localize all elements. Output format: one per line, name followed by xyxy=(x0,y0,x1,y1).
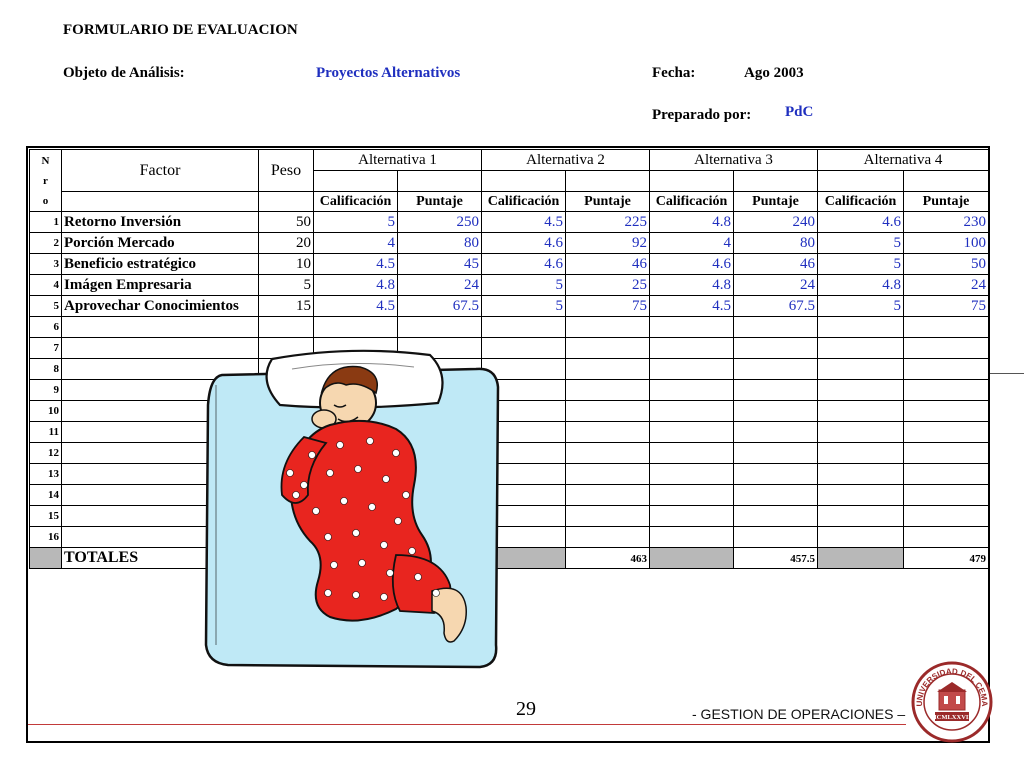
table-row xyxy=(30,485,989,506)
alt1-calificacion-header: Calificación xyxy=(314,192,398,212)
preparado-label: Preparado por: xyxy=(652,107,752,123)
calificacion-cell xyxy=(818,527,904,548)
calificacion-cell: 5 xyxy=(818,296,904,317)
row-number-cell: 11 xyxy=(30,422,62,443)
puntaje-cell: 24 xyxy=(398,275,482,296)
puntaje-cell: 46 xyxy=(734,254,818,275)
puntaje-cell xyxy=(566,506,650,527)
row-number-cell: 1 xyxy=(30,212,62,233)
row-number-cell: 10 xyxy=(30,401,62,422)
table-row xyxy=(30,296,989,317)
puntaje-cell xyxy=(566,338,650,359)
row-number-cell: 2 xyxy=(30,233,62,254)
seal-building xyxy=(939,690,965,710)
seal-window-right xyxy=(956,696,960,704)
calificacion-cell xyxy=(818,422,904,443)
peso-cell xyxy=(259,317,314,338)
puntaje-cell: 80 xyxy=(398,233,482,254)
calificacion-cell: 4.6 xyxy=(650,254,734,275)
calificacion-cell: 5 xyxy=(818,233,904,254)
factor-cell: Beneficio estratégico xyxy=(62,254,259,275)
calificacion-cell xyxy=(818,317,904,338)
puntaje-cell xyxy=(566,464,650,485)
calificacion-cell xyxy=(314,317,398,338)
table-row xyxy=(30,422,989,443)
alt1-header-space xyxy=(314,171,398,192)
page-number: 29 xyxy=(516,698,536,720)
table-row xyxy=(30,212,989,233)
calificacion-cell: 5 xyxy=(482,296,566,317)
calificacion-cell xyxy=(650,485,734,506)
puntaje-cell: 75 xyxy=(566,296,650,317)
puntaje-cell xyxy=(904,443,989,464)
table-row xyxy=(30,254,989,275)
totals-row xyxy=(30,548,989,569)
calificacion-cell xyxy=(650,317,734,338)
seal-window-left xyxy=(944,696,948,704)
footer-rule xyxy=(28,724,906,725)
totals-gray-cell xyxy=(818,548,904,569)
calificacion-cell: 4.6 xyxy=(818,212,904,233)
puntaje-cell: 25 xyxy=(566,275,650,296)
puntaje-cell: 67.5 xyxy=(398,296,482,317)
calificacion-cell: 4.8 xyxy=(314,275,398,296)
puntaje-cell xyxy=(904,527,989,548)
puntaje-cell: 24 xyxy=(734,275,818,296)
alt2-calificacion-header: Calificación xyxy=(482,192,566,212)
peso-cell: 15 xyxy=(259,296,314,317)
puntaje-cell: 75 xyxy=(904,296,989,317)
total-puntaje-cell: 457.5 xyxy=(734,548,818,569)
puntaje-cell xyxy=(734,401,818,422)
table-row xyxy=(30,338,989,359)
calificacion-cell xyxy=(818,443,904,464)
calificacion-cell: 4 xyxy=(314,233,398,254)
alt3-calificacion-header: Calificación xyxy=(650,192,734,212)
alt3-puntaje-header: Puntaje xyxy=(734,192,818,212)
totals-gray-cell xyxy=(30,548,62,569)
calificacion-cell xyxy=(818,338,904,359)
calificacion-cell: 4.5 xyxy=(314,296,398,317)
calificacion-cell xyxy=(650,506,734,527)
alt4-header: Alternativa 4 xyxy=(818,150,989,171)
puntaje-cell xyxy=(734,422,818,443)
nro-header-r: r xyxy=(43,174,48,187)
puntaje-cell: 250 xyxy=(398,212,482,233)
calificacion-cell xyxy=(482,317,566,338)
objeto-value: Proyectos Alternativos xyxy=(316,65,461,81)
puntaje-cell xyxy=(566,485,650,506)
university-seal-logo xyxy=(910,660,994,744)
table-row xyxy=(30,401,989,422)
puntaje-cell: 240 xyxy=(734,212,818,233)
calificacion-cell xyxy=(818,506,904,527)
totals-gray-cell xyxy=(650,548,734,569)
margin-rule xyxy=(990,373,1024,374)
puntaje-cell xyxy=(734,506,818,527)
row-number-cell: 16 xyxy=(30,527,62,548)
alt4-header-space2 xyxy=(904,171,989,192)
alt1-header: Alternativa 1 xyxy=(314,150,482,171)
row-number-cell: 7 xyxy=(30,338,62,359)
calificacion-cell: 5 xyxy=(482,275,566,296)
calificacion-cell: 4.8 xyxy=(818,275,904,296)
table-row xyxy=(30,275,989,296)
evaluation-table xyxy=(29,149,989,569)
calificacion-cell xyxy=(650,401,734,422)
puntaje-cell xyxy=(904,464,989,485)
puntaje-cell xyxy=(734,338,818,359)
calificacion-cell xyxy=(818,485,904,506)
factor-cell xyxy=(62,317,259,338)
puntaje-cell xyxy=(904,380,989,401)
puntaje-cell xyxy=(904,506,989,527)
nro-header-o: o xyxy=(42,194,49,207)
sleeping-person-illustration xyxy=(200,345,500,675)
nro-header-n: N xyxy=(41,154,50,167)
alt2-header-space xyxy=(482,171,566,192)
puntaje-cell xyxy=(566,380,650,401)
puntaje-cell xyxy=(904,401,989,422)
factor-cell: Porción Mercado xyxy=(62,233,259,254)
calificacion-cell: 5 xyxy=(818,254,904,275)
puntaje-cell xyxy=(566,317,650,338)
footer-course-title: - GESTION DE OPERACIONES – xyxy=(692,706,906,722)
puntaje-cell xyxy=(734,485,818,506)
puntaje-cell xyxy=(566,443,650,464)
calificacion-cell: 4.8 xyxy=(650,275,734,296)
table-row xyxy=(30,527,989,548)
calificacion-cell: 4.5 xyxy=(650,296,734,317)
alt4-header-space xyxy=(818,171,904,192)
alt1-puntaje-header: Puntaje xyxy=(398,192,482,212)
calificacion-cell: 4.8 xyxy=(650,212,734,233)
row-number-cell: 14 xyxy=(30,485,62,506)
factor-cell: Aprovechar Conocimientos xyxy=(62,296,259,317)
calificacion-cell xyxy=(650,380,734,401)
puntaje-cell: 24 xyxy=(904,275,989,296)
table-row xyxy=(30,380,989,401)
puntaje-cell xyxy=(904,422,989,443)
row-number-cell: 3 xyxy=(30,254,62,275)
peso-subheader xyxy=(259,192,314,212)
calificacion-cell xyxy=(650,527,734,548)
puntaje-cell: 50 xyxy=(904,254,989,275)
factor-subheader xyxy=(62,192,259,212)
peso-header: Peso xyxy=(259,150,314,192)
row-number-cell: 9 xyxy=(30,380,62,401)
puntaje-cell: 92 xyxy=(566,233,650,254)
puntaje-cell: 80 xyxy=(734,233,818,254)
nro-header xyxy=(30,150,62,212)
calificacion-cell: 4.6 xyxy=(482,254,566,275)
peso-cell: 50 xyxy=(259,212,314,233)
alt4-calificacion-header: Calificación xyxy=(818,192,904,212)
alt4-puntaje-header: Puntaje xyxy=(904,192,989,212)
puntaje-cell xyxy=(734,443,818,464)
peso-cell: 10 xyxy=(259,254,314,275)
puntaje-cell xyxy=(566,401,650,422)
row-number-cell: 13 xyxy=(30,464,62,485)
alt3-header: Alternativa 3 xyxy=(650,150,818,171)
table-row xyxy=(30,464,989,485)
calificacion-cell xyxy=(818,359,904,380)
calificacion-cell: 5 xyxy=(314,212,398,233)
objeto-label: Objeto de Análisis: xyxy=(63,65,185,81)
alt2-header: Alternativa 2 xyxy=(482,150,650,171)
factor-header: Factor xyxy=(62,150,259,192)
total-puntaje-cell: 463 xyxy=(566,548,650,569)
table-row xyxy=(30,443,989,464)
table-row xyxy=(30,359,989,380)
calificacion-cell xyxy=(650,443,734,464)
puntaje-cell xyxy=(734,380,818,401)
calificacion-cell: 4.5 xyxy=(482,212,566,233)
calificacion-cell xyxy=(650,464,734,485)
row-number-cell: 4 xyxy=(30,275,62,296)
form-title: FORMULARIO DE EVALUACION xyxy=(63,22,298,38)
puntaje-cell xyxy=(566,422,650,443)
seal-top-text: UNIVERSIDAD DEL CEMA xyxy=(914,666,990,707)
row-number-cell: 5 xyxy=(30,296,62,317)
calificacion-cell: 4.6 xyxy=(482,233,566,254)
puntaje-cell: 100 xyxy=(904,233,989,254)
fecha-label: Fecha: xyxy=(652,65,696,81)
puntaje-cell xyxy=(734,317,818,338)
puntaje-cell xyxy=(734,359,818,380)
peso-cell: 5 xyxy=(259,275,314,296)
seal-bottom-text: MCMLXXVIII xyxy=(930,714,974,721)
puntaje-cell xyxy=(904,359,989,380)
puntaje-cell: 46 xyxy=(566,254,650,275)
total-puntaje-cell: 479 xyxy=(904,548,989,569)
row-number-cell: 12 xyxy=(30,443,62,464)
factor-cell: Retorno Inversión xyxy=(62,212,259,233)
calificacion-cell xyxy=(650,338,734,359)
alt1-header-space2 xyxy=(398,171,482,192)
puntaje-cell xyxy=(566,527,650,548)
puntaje-cell: 45 xyxy=(398,254,482,275)
puntaje-cell xyxy=(904,338,989,359)
calificacion-cell xyxy=(818,464,904,485)
calificacion-cell xyxy=(650,422,734,443)
puntaje-cell xyxy=(398,317,482,338)
puntaje-cell xyxy=(734,464,818,485)
puntaje-cell: 230 xyxy=(904,212,989,233)
puntaje-cell xyxy=(904,485,989,506)
puntaje-cell xyxy=(904,317,989,338)
alt3-header-space2 xyxy=(734,171,818,192)
row-number-cell: 15 xyxy=(30,506,62,527)
puntaje-cell: 67.5 xyxy=(734,296,818,317)
table-row xyxy=(30,317,989,338)
puntaje-cell xyxy=(566,359,650,380)
totales-label: TOTALES xyxy=(62,548,259,569)
preparado-value: PdC xyxy=(785,104,814,120)
alt2-puntaje-header: Puntaje xyxy=(566,192,650,212)
row-number-cell: 6 xyxy=(30,317,62,338)
factor-cell: Imágen Empresaria xyxy=(62,275,259,296)
alt3-header-space xyxy=(650,171,734,192)
alt2-header-space2 xyxy=(566,171,650,192)
calificacion-cell xyxy=(818,380,904,401)
table-row xyxy=(30,506,989,527)
calificacion-cell: 4.5 xyxy=(314,254,398,275)
peso-cell: 20 xyxy=(259,233,314,254)
table-row xyxy=(30,233,989,254)
row-number-cell: 8 xyxy=(30,359,62,380)
puntaje-cell xyxy=(734,527,818,548)
calificacion-cell: 4 xyxy=(650,233,734,254)
calificacion-cell xyxy=(818,401,904,422)
puntaje-cell: 225 xyxy=(566,212,650,233)
fecha-value: Ago 2003 xyxy=(744,65,804,81)
calificacion-cell xyxy=(650,359,734,380)
